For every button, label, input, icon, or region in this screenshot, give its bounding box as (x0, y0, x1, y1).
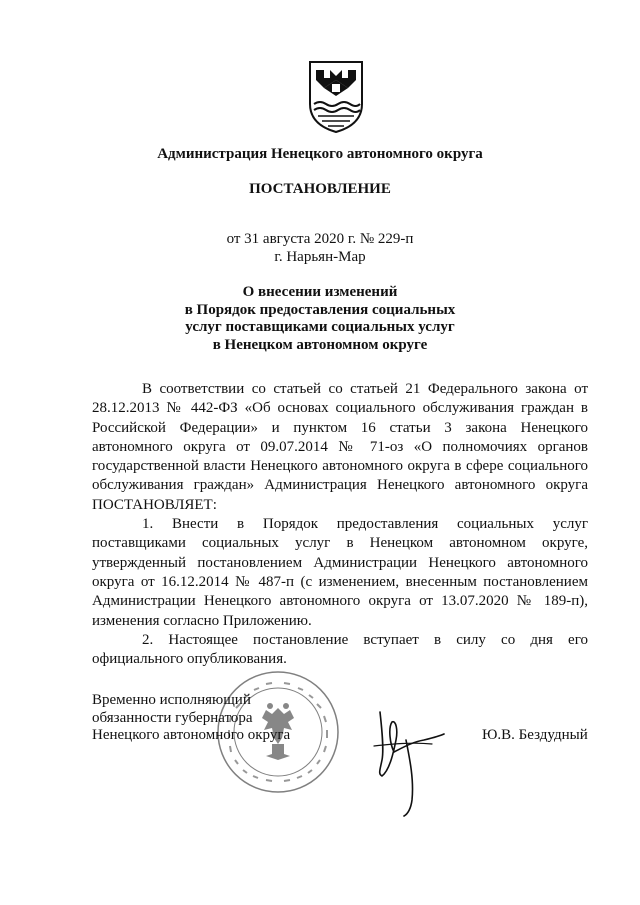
position-line: Временно исполняющий (92, 692, 251, 708)
position-line: обязанности губернатора (92, 709, 253, 726)
document-body (92, 380, 588, 669)
signer-name: Ю.В. Бездудный (482, 727, 588, 743)
subject-line: в Порядок предоставления социальных (184, 301, 456, 318)
position-line: Ненецкого автономного округа (92, 727, 291, 743)
body-paragraph: 1. Внести в Порядок предоставления социальных услуг поставщиками социальных услуг в Ненецком автономном округе, утвержденный постановлением Администрации Ненецкого автономного округа от 16.12.2014 № 487-п (с изменением, внесенным постановлением Администрации Ненецкого автономного округа от 13.07.2020 № 189-п), изменения согласно Приложению. (92, 516, 588, 629)
subject-line: О внесении изменений (242, 284, 398, 300)
body-paragraph: 2. Настоящее постановление вступает в силу со дня его официального опубликования. (92, 631, 588, 668)
document-city: г. Нарьян-Мар (274, 249, 366, 265)
organization-name: Администрация Ненецкого автономного округа (157, 146, 483, 162)
handwritten-signature-icon (372, 700, 450, 820)
nenets-okrug-coat-of-arms-icon (304, 58, 368, 134)
subject-line: в Ненецком автономном округе (212, 336, 428, 353)
document-date-number: от 31 августа 2020 г. № 229-п (226, 231, 414, 247)
document-subject (0, 284, 640, 354)
subject-line: услуг поставщиками социальных услуг (185, 319, 455, 335)
document-type: ПОСТАНОВЛЕНИЕ (249, 181, 391, 197)
body-paragraph: В соответствии со статьей со статьей 21 Федерального закона от 28.12.2013 № 442-ФЗ «Об основах социального обслуживания граждан в Российской Федерации» и пунктом 16 статьи 3 закона Ненецкого автономного округа от 09.07.2014 № 71-оз «О полномочиях органов государственной власти Ненецкого автономного округа в сфере социального обслуживания граждан» Администрация Ненецкого автономного округа ПОСТАНОВЛЯЕТ: (92, 381, 588, 513)
signature-position (92, 692, 290, 745)
